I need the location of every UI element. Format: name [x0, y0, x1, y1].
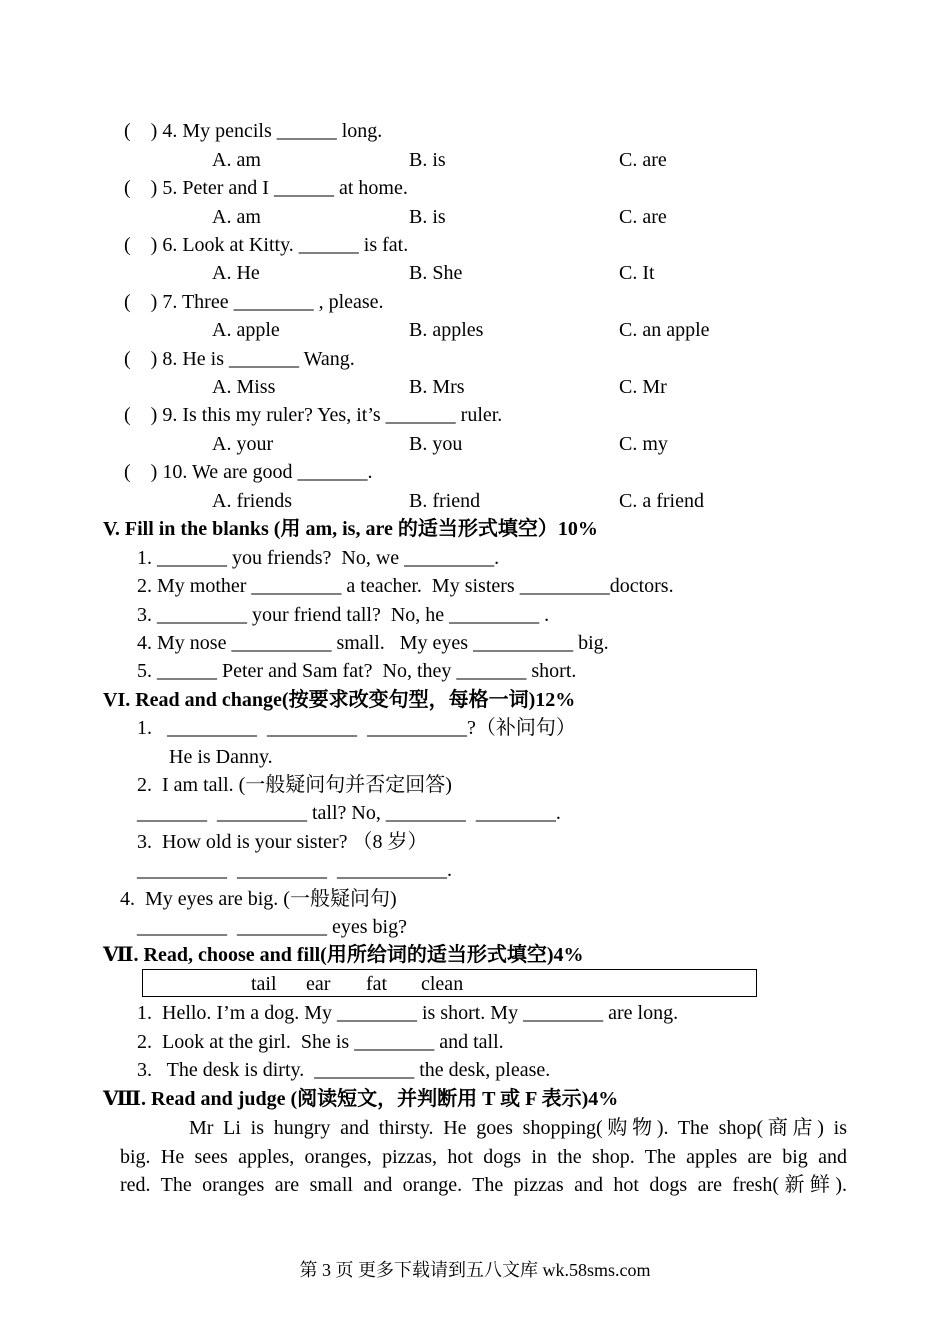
- change-line: 1. _________ _________ __________?（补问句）: [137, 717, 576, 739]
- reading-passage: [120, 1114, 847, 1200]
- word-bank-box: [142, 969, 757, 997]
- option-b: B. She: [409, 262, 463, 284]
- change-line: 3. How old is your sister? （8 岁）: [137, 831, 428, 853]
- passage-line: red. The oranges are small and orange. The pizzas and hot dogs are fresh(新鲜).: [120, 1174, 847, 1196]
- fill-item: 3. _________ your friend tall? No, he _________ .: [137, 604, 550, 626]
- section-8-heading: Ⅷ. Read and judge (阅读短文，并判断用 T 或 F 表示)4%: [103, 1088, 619, 1110]
- option-a: A. apple: [212, 319, 280, 341]
- change-line: 2. I am tall. (一般疑问句并否定回答): [137, 774, 452, 796]
- option-c: C. are: [619, 206, 667, 228]
- page-footer: 第 3 页 更多下载请到五八文库 wk.58sms.com: [299, 1260, 651, 1280]
- fill-item: 2. Look at the girl. She is ________ and tall.: [137, 1031, 504, 1053]
- option-b: B. apples: [409, 319, 484, 341]
- option-b: B. you: [409, 433, 463, 455]
- question-stem: ( ) 9. Is this my ruler? Yes, it’s _______ ruler.: [124, 404, 503, 426]
- option-c: C. my: [619, 433, 668, 455]
- option-a: A. your: [212, 433, 274, 455]
- option-c: C. an apple: [619, 319, 710, 341]
- section-7-heading: Ⅶ. Read, choose and fill(用所给词的适当形式填空)4%: [103, 944, 584, 966]
- word-bank-word: tail: [251, 973, 277, 995]
- option-c: C. are: [619, 149, 667, 171]
- question-stem: ( ) 10. We are good _______.: [124, 461, 373, 483]
- question-stem: ( ) 5. Peter and I ______ at home.: [124, 177, 408, 199]
- option-a: A. He: [212, 262, 260, 284]
- option-c: C. a friend: [619, 490, 704, 512]
- change-line: 4. My eyes are big. (一般疑问句): [120, 888, 397, 910]
- question-stem: ( ) 8. He is _______ Wang.: [124, 348, 355, 370]
- fill-item: 2. My mother _________ a teacher. My sisters _________doctors.: [137, 575, 674, 597]
- word-bank-word: clean: [421, 973, 464, 995]
- option-a: A. am: [212, 149, 261, 171]
- fill-item: 4. My nose __________ small. My eyes __________ big.: [137, 632, 609, 654]
- question-stem: ( ) 6. Look at Kitty. ______ is fat.: [124, 234, 409, 256]
- option-c: C. Mr: [619, 376, 667, 398]
- question-stem: ( ) 7. Three ________ , please.: [124, 291, 384, 313]
- question-stem: ( ) 4. My pencils ______ long.: [124, 120, 383, 142]
- change-line: _________ _________ ___________.: [137, 859, 452, 881]
- option-a: A. Miss: [212, 376, 276, 398]
- option-b: B. is: [409, 149, 446, 171]
- option-c: C. It: [619, 262, 655, 284]
- option-b: B. friend: [409, 490, 481, 512]
- fill-item: 3. The desk is dirty. __________ the desk, please.: [137, 1059, 551, 1081]
- change-line: _______ _________ tall? No, ________ ________.: [137, 802, 561, 824]
- section-6-heading: VI. Read and change(按要求改变句型，每格一词)12%: [103, 689, 576, 711]
- fill-item: 1. Hello. I’m a dog. My ________ is short. My ________ are long.: [137, 1002, 679, 1024]
- option-b: B. Mrs: [409, 376, 465, 398]
- word-bank-word: fat: [366, 973, 388, 995]
- fill-item: 5. ______ Peter and Sam fat? No, they _______ short.: [137, 660, 577, 682]
- option-b: B. is: [409, 206, 446, 228]
- passage-line: Mr Li is hungry and thirsty. He goes shopping(购物). The shop(商店) is: [189, 1117, 847, 1139]
- passage-line: big. He sees apples, oranges, pizzas, hot dogs in the shop. The apples are big and: [120, 1145, 847, 1168]
- fill-item: 1. _______ you friends? No, we _________.: [137, 547, 500, 569]
- option-a: A. am: [212, 206, 261, 228]
- change-line: He is Danny.: [169, 746, 273, 768]
- section-5-heading: V. Fill in the blanks (用 am, is, are 的适当形式填空）10%: [103, 518, 598, 540]
- change-line: _________ _________ eyes big?: [137, 916, 407, 938]
- word-bank-word: ear: [306, 973, 331, 995]
- option-a: A. friends: [212, 490, 292, 512]
